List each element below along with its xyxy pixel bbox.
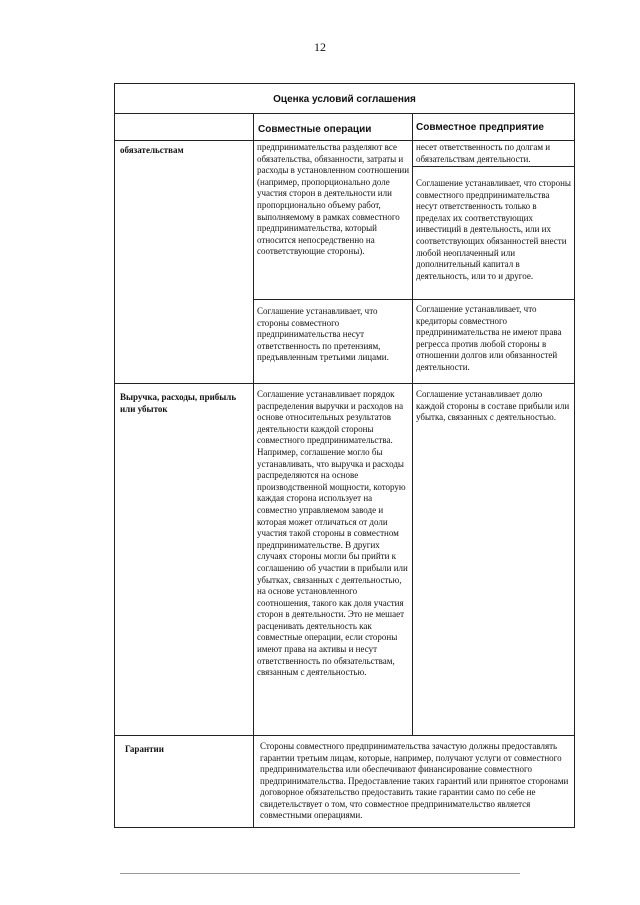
rule-row-1-end <box>115 383 574 384</box>
conditions-table <box>114 83 575 828</box>
rule-split-2 <box>253 299 574 300</box>
page-number: 12 <box>314 40 326 54</box>
cell-jo-obligations-1: предпринимательства разделяют все обязательства, обязанности, затраты и расходы в установленном соотношении (например, пропорционально доле участия сторон в деятельности или пропорционально объему работ, выполняемому в рамках совместного предпринимательства, который относится непосредственно на соответствующие стороны). <box>257 142 410 257</box>
rule-under-title <box>115 113 574 114</box>
cell-jv-obligations-1: несет ответственность по долгам и обязательствам деятельности. <box>416 142 551 164</box>
cell-jv-obligations-3: Соглашение устанавливает, что кредиторы совместного предпринимательства не имеют права регресса против любой стороны в отношении долгов или обязанностей деятельности. <box>416 304 562 372</box>
cell-jv-obligations-2: Соглашение устанавливает, что стороны совместного предпринимательства несут ответственность только в пределах их соответствующих инвестиций в деятельность, или их соответствующих обязанностей внести любой неоплаченный или дополнительный капитал в деятельность, или то и другое. <box>416 178 571 281</box>
cell-jo-obligations-2: Соглашение устанавливает, что стороны совместного предпринимательства несут ответственность по претензиям, предъявленным третьими лицами. <box>257 306 389 363</box>
cell-guarantees-merged: Стороны совместного предпринимательства зачастую должны предоставлять гарантии третьим лицам, которые, например, получают услуги от совместного предпринимательства или обеспечивают финансирование совместного предпринимательства. Предоставление таких гарантий или принятое сторонами договорное обязательство предоставить такие гарантии само по себе не свидетельствует о том, что совместное предпринимательство является совместными операциями. <box>260 741 569 820</box>
table-title: Оценка условий соглашения <box>273 94 416 105</box>
column-header-joint-operations: Совместные операции <box>258 124 372 135</box>
column-header-joint-venture: Совместное предприятие <box>416 122 544 133</box>
rule-jv-split-1 <box>412 166 574 167</box>
rule-label-col <box>253 113 254 827</box>
bottom-scan-line <box>120 873 520 874</box>
row-label-obligations: обязательствам <box>120 145 184 155</box>
row-label-guarantees: Гарантии <box>125 744 164 754</box>
cell-jo-revenue: Соглашение устанавливает порядок распределения выручки и расходов на основе относительных результатов деятельности каждой стороны совместного предпринимательства. Например, соглашение могло бы устанавливать, что выручка и расходы распределяются на основе производственной мощности, которую каждая сторона использует на совместно управляемом заводе и которая может отличаться от доли участия такой стороны в совместном предпринимательстве. В других случаях стороны могли бы прийти к соглашению об участии в прибыли или убытках, связанных с деятельностью, на основе установленного соотношения, такого как доля участия сторон в деятельности. Это не мешает расценивать деятельность как совместные операции, если стороны имеют права на активы и несут ответственность по обязательствам, связанным с деятельностью. <box>257 389 408 678</box>
rule-under-header <box>115 140 574 141</box>
cell-jv-revenue: Соглашение устанавливает долю каждой стороны в составе прибыли или убытка, связанных с деятельностью. <box>416 389 570 423</box>
rule-mid-col <box>412 113 413 735</box>
row-label-revenue: Выручка, расходы, прибыль или убыток <box>120 392 237 414</box>
rule-row-2-end <box>115 735 574 736</box>
